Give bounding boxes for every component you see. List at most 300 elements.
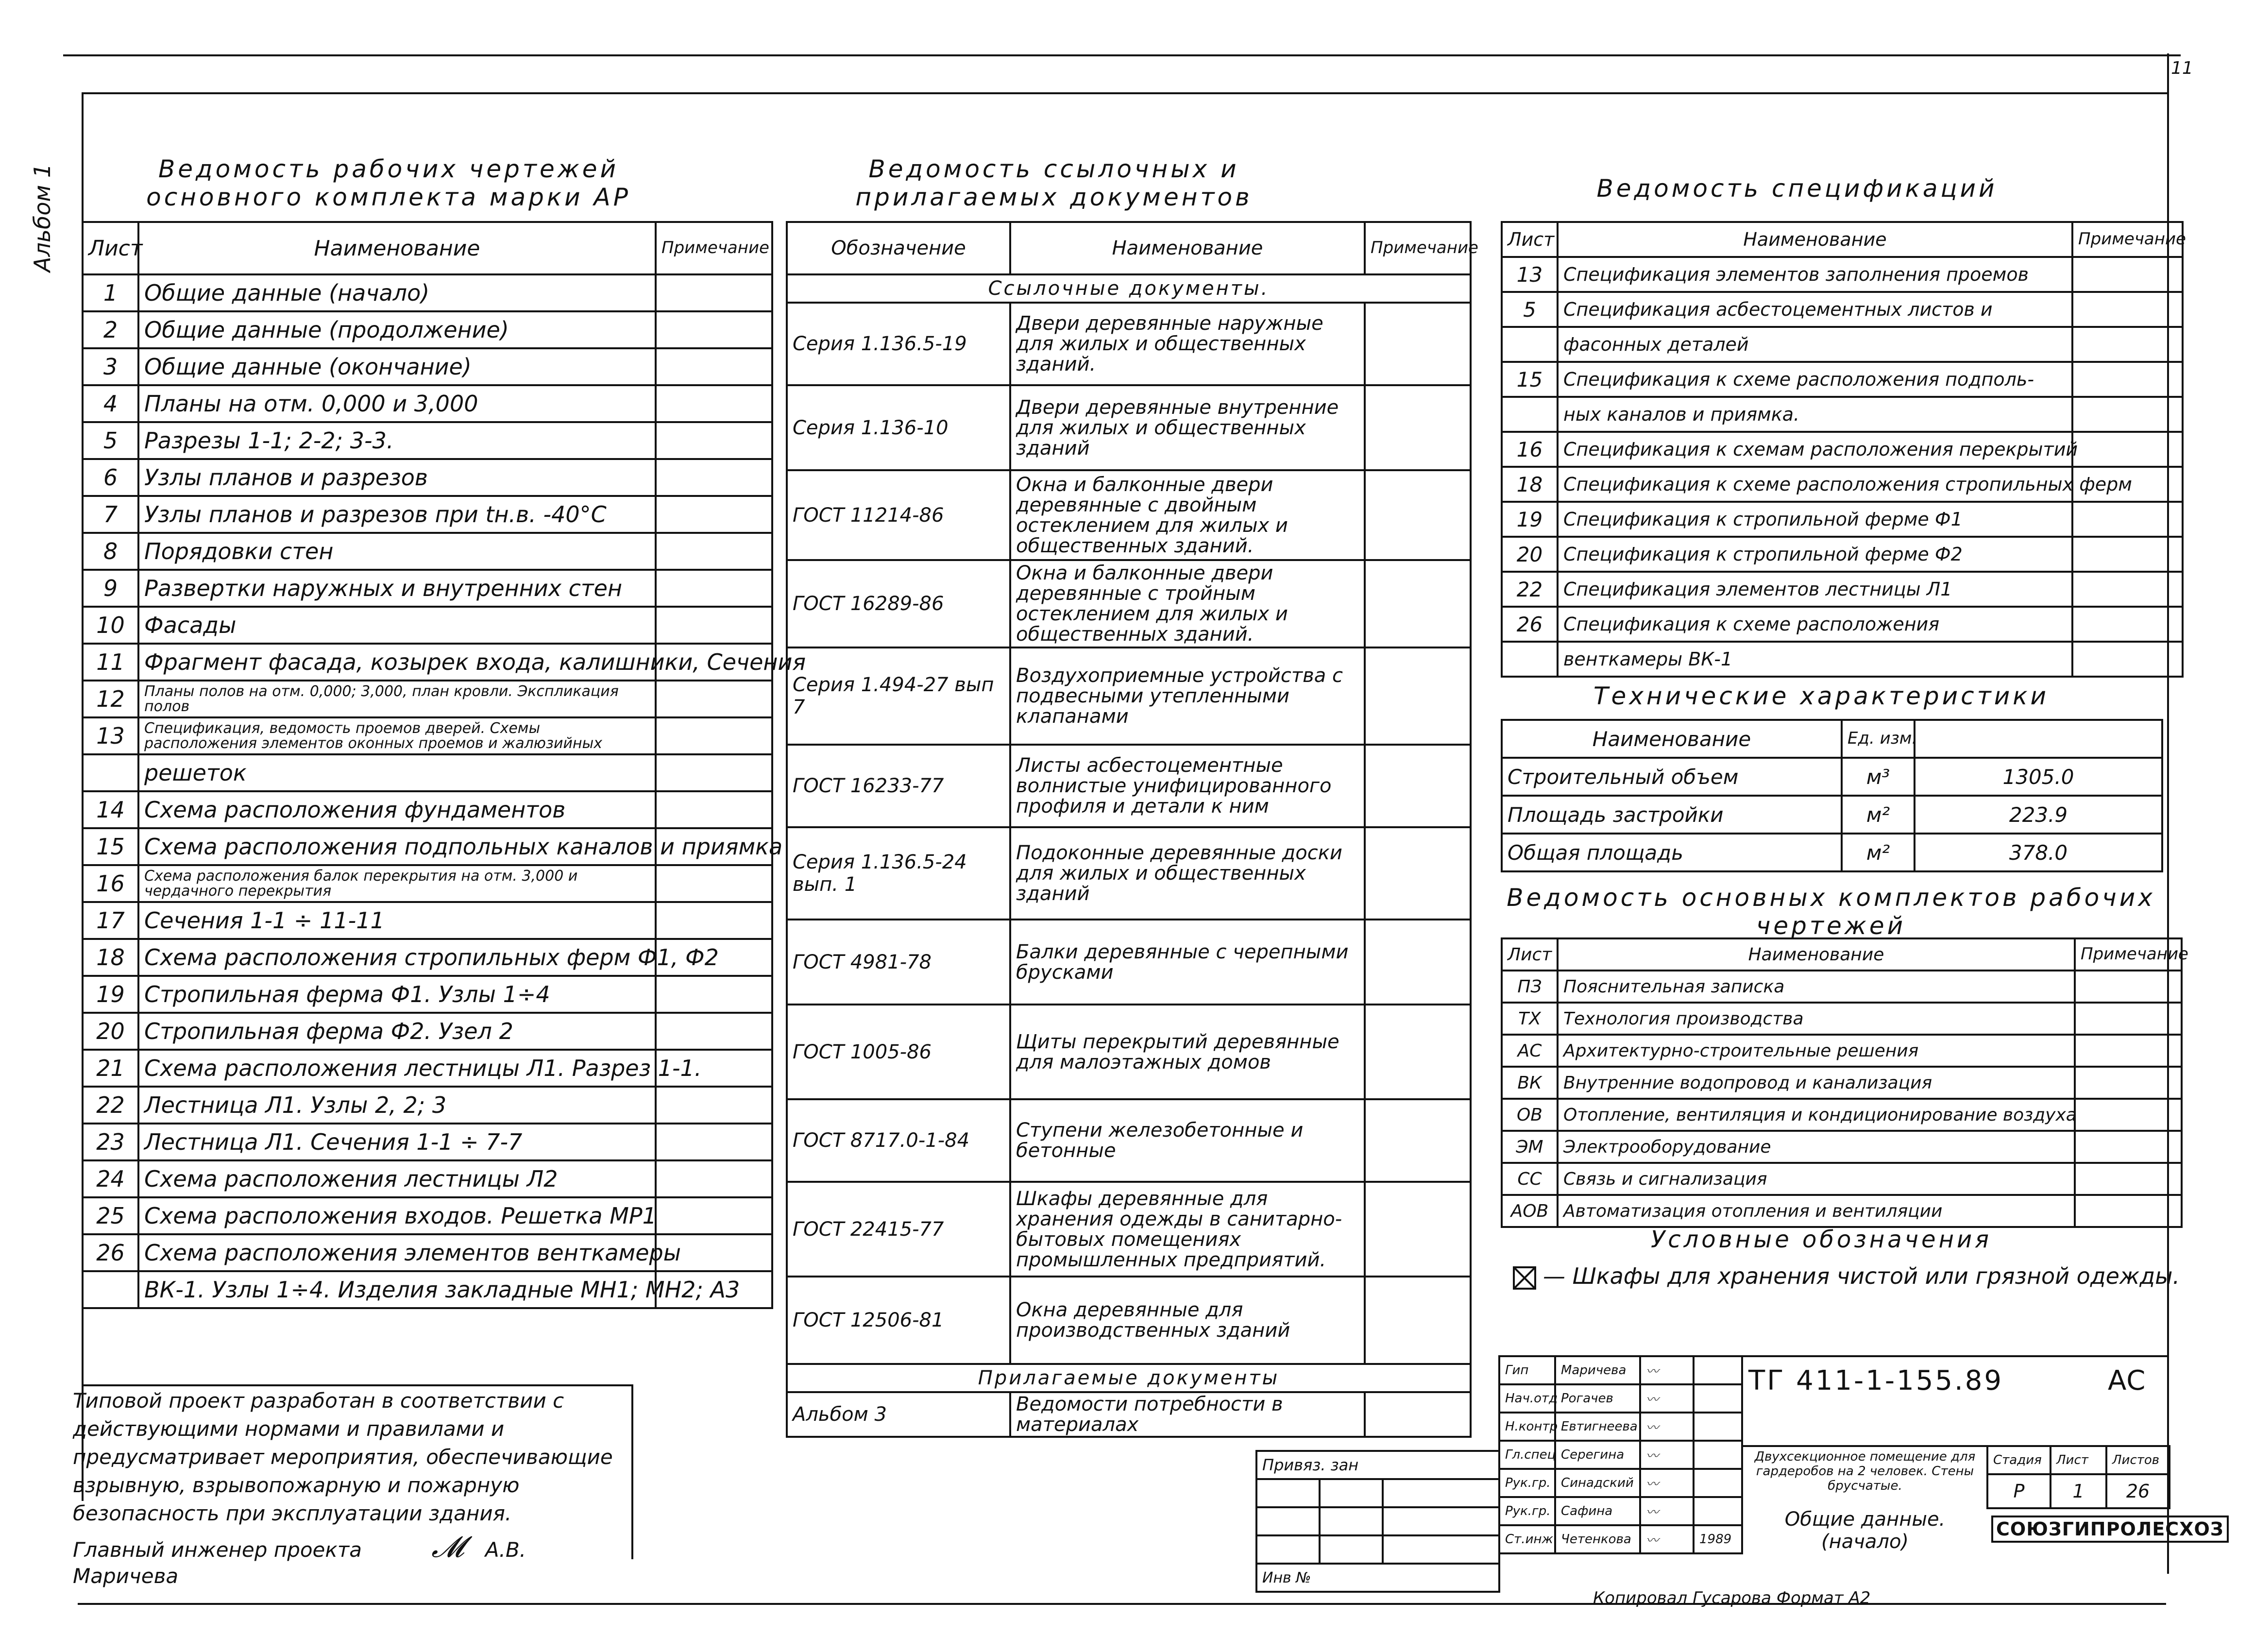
spec-note bbox=[2072, 537, 2183, 572]
sheet-num: 26 bbox=[83, 1234, 138, 1271]
spec-name: ных каналов и приямка. bbox=[1558, 397, 2072, 432]
sheet-note bbox=[656, 1087, 772, 1124]
ref-doc-name: Листы асбестоцементные волнистые унифицированного профиля и детали к ним bbox=[1010, 745, 1365, 827]
set-row bbox=[1502, 1003, 2182, 1035]
sheet-name: Схема расположения входов. Решетка МР1 bbox=[138, 1197, 656, 1234]
header-name: Наименование bbox=[1558, 938, 2075, 971]
set-code: СС bbox=[1502, 1163, 1558, 1195]
header-num: Лист bbox=[1502, 222, 1558, 257]
sheet-name: Планы на отм. 0,000 и 3,000 bbox=[138, 385, 656, 422]
spec-name: Спецификация к схеме расположения стропильных ферм bbox=[1558, 467, 2072, 502]
set-note bbox=[2075, 1163, 2182, 1195]
sheet-name: Стропильная ферма Ф2. Узел 2 bbox=[138, 1013, 656, 1050]
ref-doc-row bbox=[787, 560, 1471, 647]
ref-doc-note bbox=[1365, 745, 1471, 827]
legend-title: Условные обозначения bbox=[1650, 1226, 1992, 1253]
sheet-num: 9 bbox=[83, 570, 138, 607]
legend-text: — Шкафы для хранения чистой или грязной одежды. bbox=[1543, 1263, 2180, 1289]
sheet-row bbox=[83, 717, 772, 754]
stamp-date bbox=[1694, 1384, 1742, 1413]
sheet-num bbox=[83, 754, 138, 791]
spec-row bbox=[1502, 467, 2183, 502]
sheet-name: Развертки наружных и внутренних стен bbox=[138, 570, 656, 607]
tech-name: Площадь застройки bbox=[1502, 796, 1842, 834]
stamp-date bbox=[1694, 1497, 1742, 1525]
sheet-num bbox=[83, 1271, 138, 1308]
sheet-note bbox=[656, 422, 772, 459]
note-top-line bbox=[82, 1384, 633, 1386]
stamp-description: Двухсекционное помещение для гардеробов на 2 человек. Стены брусчатые. bbox=[1754, 1449, 1976, 1493]
sheet-num: 1 bbox=[83, 274, 138, 311]
header-code: Обозначение bbox=[787, 222, 1010, 274]
spec-name: Спецификация асбестоцементных листов и bbox=[1558, 292, 2072, 327]
stamp-date bbox=[1694, 1441, 1742, 1469]
ref-doc-code: Серия 1.136-10 bbox=[787, 385, 1010, 470]
sheet-note bbox=[656, 865, 772, 902]
spec-num: 26 bbox=[1502, 607, 1558, 642]
ref-doc-row bbox=[787, 1099, 1471, 1182]
set-row bbox=[1502, 1099, 2182, 1131]
sets-title: Ведомость основных комплектов рабочих чертежей bbox=[1507, 884, 2155, 940]
stamp-role-row bbox=[1499, 1356, 1742, 1384]
ref-doc-row bbox=[787, 303, 1471, 385]
ref-doc-name: Воздухоприемные устройства с подвесными утепленными клапанами bbox=[1010, 647, 1365, 745]
stamp-signature: 〰 bbox=[1640, 1469, 1694, 1497]
col-sheets: Листов bbox=[2106, 1446, 2169, 1474]
sheet-num: 10 bbox=[83, 607, 138, 644]
tech-row bbox=[1502, 796, 2162, 834]
page-number: 11 bbox=[2171, 58, 2193, 78]
sheet-row bbox=[83, 644, 772, 681]
sheet-name: Планы полов на отм. 0,000; 3,000, план кровли. Экспликация полов bbox=[138, 681, 656, 717]
ref-doc-code: Серия 1.136.5-19 bbox=[787, 303, 1010, 385]
org-stamp: СОЮЗГИПРОЛЕСХОЗ bbox=[1991, 1516, 2229, 1543]
attached-name: Ведомости потребности в материалах bbox=[1010, 1392, 1365, 1437]
ref-doc-name: Ступени железобетонные и бетонные bbox=[1010, 1099, 1365, 1182]
tech-value: 223.9 bbox=[1915, 796, 2162, 834]
sheet-num: 13 bbox=[83, 717, 138, 754]
sheet-name: Общие данные (начало) bbox=[138, 274, 656, 311]
sheet-num: 18 bbox=[83, 939, 138, 976]
header-num: Лист bbox=[83, 222, 138, 274]
ref-doc-note bbox=[1365, 1277, 1471, 1364]
signature-row bbox=[73, 1530, 631, 1588]
header-note: Примечание bbox=[656, 222, 772, 274]
stamp-date bbox=[1694, 1356, 1742, 1384]
header-num: Лист bbox=[1502, 938, 1558, 971]
tech-header bbox=[1502, 720, 2162, 758]
ref-doc-code: ГОСТ 22415-77 bbox=[787, 1182, 1010, 1277]
sheet-row bbox=[83, 1124, 772, 1160]
spec-note bbox=[2072, 257, 2183, 292]
spec-num: 18 bbox=[1502, 467, 1558, 502]
stamp-person: Маричева bbox=[1555, 1356, 1640, 1384]
sheet-num: 12 bbox=[83, 681, 138, 717]
album-label: Альбом 1 bbox=[29, 163, 55, 272]
set-code: АС bbox=[1502, 1035, 1558, 1067]
sheet-num: 20 bbox=[83, 1013, 138, 1050]
spec-row bbox=[1502, 537, 2183, 572]
attached-row bbox=[787, 1392, 1471, 1437]
spec-note bbox=[2072, 607, 2183, 642]
set-name: Архитектурно-строительные решения bbox=[1558, 1035, 2075, 1067]
note-right-line bbox=[631, 1384, 633, 1559]
sheet-name: Фрагмент фасада, козырек входа, калишники, Сечения bbox=[138, 644, 656, 681]
set-row bbox=[1502, 1195, 2182, 1227]
sheet-note bbox=[656, 717, 772, 754]
stamp-role-row bbox=[1499, 1384, 1742, 1413]
tech-table bbox=[1501, 719, 2163, 872]
spec-num bbox=[1502, 397, 1558, 432]
top-border-line bbox=[63, 54, 2181, 56]
ref-doc-name: Двери деревянные наружные для жилых и общественных зданий. bbox=[1010, 303, 1365, 385]
stamp-date bbox=[1694, 1469, 1742, 1497]
bottom-note: Копировал Гусарова Формат А2 bbox=[1593, 1588, 1871, 1608]
stamp-signature: 〰 bbox=[1640, 1413, 1694, 1441]
stamp-person: Четенкова bbox=[1555, 1525, 1640, 1553]
stamp-person: Рогачев bbox=[1555, 1384, 1640, 1413]
legend-item bbox=[1513, 1263, 2180, 1290]
sheet-row bbox=[83, 1271, 772, 1308]
spec-name: Спецификация элементов лестницы Л1 bbox=[1558, 572, 2072, 607]
stamp-signature: 〰 bbox=[1640, 1441, 1694, 1469]
sheet-list-header bbox=[83, 222, 772, 274]
sheet-row bbox=[83, 1050, 772, 1087]
set-name: Связь и сигнализация bbox=[1558, 1163, 2075, 1195]
stamp-role: Рук.гр. bbox=[1499, 1497, 1555, 1525]
set-note bbox=[2075, 1035, 2182, 1067]
spec-row bbox=[1502, 257, 2183, 292]
ref-docs-body bbox=[787, 303, 1471, 1364]
spec-num: 19 bbox=[1502, 502, 1558, 537]
sheet-row bbox=[83, 791, 772, 828]
stamp-sheet-table bbox=[1986, 1445, 2170, 1509]
header-note: Примечание bbox=[2075, 938, 2182, 971]
stamp-roles-table bbox=[1498, 1355, 1743, 1554]
ref-doc-name: Окна и балконные двери деревянные с тройным остеклением для жилых и общественных зданий. bbox=[1010, 560, 1365, 647]
ref-doc-code: ГОСТ 1005-86 bbox=[787, 1005, 1010, 1099]
sheet-row bbox=[83, 828, 772, 865]
sheet-name: Схема расположения подпольных каналов и приямка bbox=[138, 828, 656, 865]
sheet-num: 4 bbox=[83, 385, 138, 422]
header-unit: Ед. изм. bbox=[1842, 720, 1915, 758]
sheet-list-table bbox=[82, 221, 806, 1309]
attached-note bbox=[1365, 1392, 1471, 1437]
stamp-person: Серегина bbox=[1555, 1441, 1640, 1469]
tech-name: Общая площадь bbox=[1502, 834, 1842, 871]
ref-doc-note bbox=[1365, 385, 1471, 470]
spec-note bbox=[2072, 502, 2183, 537]
ref-doc-name: Шкафы деревянные для хранения одежды в санитарно-бытовых помещениях промышленных предприятий. bbox=[1010, 1182, 1365, 1277]
spec-num bbox=[1502, 327, 1558, 362]
stamp-role-row bbox=[1499, 1413, 1742, 1441]
sheet-num: 3 bbox=[83, 348, 138, 385]
set-code: ВК bbox=[1502, 1067, 1558, 1099]
ref-doc-name: Окна и балконные двери деревянные с двойным остеклением для жилых и общественных зданий. bbox=[1010, 470, 1365, 560]
sheet-note bbox=[656, 607, 772, 644]
ref-doc-code: Серия 1.494-27 вып 7 bbox=[787, 647, 1010, 745]
stamp-role: Рук.гр. bbox=[1499, 1469, 1555, 1497]
spec-name: фасонных деталей bbox=[1558, 327, 2072, 362]
sheet-num: 21 bbox=[83, 1050, 138, 1087]
set-note bbox=[2075, 1131, 2182, 1163]
sheet-name: решеток bbox=[138, 754, 656, 791]
ref-doc-note bbox=[1365, 1182, 1471, 1277]
set-row bbox=[1502, 1067, 2182, 1099]
sheet-row bbox=[83, 1160, 772, 1197]
sheet-name: Разрезы 1-1; 2-2; 3-3. bbox=[138, 422, 656, 459]
sheet-row bbox=[83, 533, 772, 570]
stamp-role: Н.контр bbox=[1499, 1413, 1555, 1441]
spec-row bbox=[1502, 397, 2183, 432]
attached-code: Альбом 3 bbox=[787, 1392, 1010, 1437]
spec-note bbox=[2072, 397, 2183, 432]
sheet-row bbox=[83, 681, 772, 717]
tech-name: Строительный объем bbox=[1502, 758, 1842, 796]
set-name: Электрооборудование bbox=[1558, 1131, 2075, 1163]
spec-note bbox=[2072, 572, 2183, 607]
ref-doc-note bbox=[1365, 827, 1471, 920]
sheet-num: 11 bbox=[83, 644, 138, 681]
sheet-num: 23 bbox=[83, 1124, 138, 1160]
set-name: Технология производства bbox=[1558, 1003, 2075, 1035]
sheet-list-body bbox=[83, 274, 806, 1308]
spec-row bbox=[1502, 292, 2183, 327]
spec-note bbox=[2072, 327, 2183, 362]
sets-table bbox=[1501, 937, 2188, 1228]
spec-num: 5 bbox=[1502, 292, 1558, 327]
ref-doc-note bbox=[1365, 560, 1471, 647]
sheet-note bbox=[656, 1124, 772, 1160]
sheet-note bbox=[656, 754, 772, 791]
stamp-person: Сафина bbox=[1555, 1497, 1640, 1525]
sheet-name: Общие данные (продолжение) bbox=[138, 311, 656, 348]
stamp-mark: АС bbox=[2108, 1365, 2146, 1397]
col-stage: Стадия bbox=[1987, 1446, 2051, 1474]
stamp-roles-body bbox=[1499, 1356, 1742, 1553]
spec-num bbox=[1502, 642, 1558, 677]
ref-doc-row bbox=[787, 470, 1471, 560]
sheet-name: Лестница Л1. Узлы 2, 2; 3 bbox=[138, 1087, 656, 1124]
tech-unit: м² bbox=[1842, 796, 1915, 834]
sheet-num: 8 bbox=[83, 533, 138, 570]
sheet-note bbox=[656, 902, 772, 939]
sheet-note bbox=[656, 791, 772, 828]
sheet-row bbox=[83, 570, 772, 607]
ref-doc-name: Подоконные деревянные доски для жилых и общественных зданий bbox=[1010, 827, 1365, 920]
ref-doc-code: ГОСТ 16289-86 bbox=[787, 560, 1010, 647]
stamp-date bbox=[1694, 1413, 1742, 1441]
stamp-role: Ст.инж bbox=[1499, 1525, 1555, 1553]
col-sheet: Лист bbox=[2051, 1446, 2106, 1474]
set-name: Пояснительная записка bbox=[1558, 971, 2075, 1003]
spec-row bbox=[1502, 607, 2183, 642]
ref-doc-row bbox=[787, 1005, 1471, 1099]
sheet-num: 2 bbox=[83, 311, 138, 348]
ref-doc-note bbox=[1365, 920, 1471, 1005]
tech-body bbox=[1502, 758, 2162, 871]
spec-note bbox=[2072, 292, 2183, 327]
privyazka-label: Привяз. зан bbox=[1256, 1451, 1499, 1479]
sheet-num: 25 bbox=[83, 1197, 138, 1234]
stamp-signature: 〰 bbox=[1640, 1384, 1694, 1413]
ref-doc-note bbox=[1365, 470, 1471, 560]
ref-doc-code: ГОСТ 16233-77 bbox=[787, 745, 1010, 827]
sheet-row bbox=[83, 754, 772, 791]
sheet-row bbox=[83, 274, 772, 311]
sheet-note bbox=[656, 385, 772, 422]
spec-row bbox=[1502, 432, 2183, 467]
signature-name: А.В. Маричева bbox=[73, 1538, 526, 1588]
set-code: ЭМ bbox=[1502, 1131, 1558, 1163]
ref-doc-row bbox=[787, 1182, 1471, 1277]
tech-unit: м² bbox=[1842, 834, 1915, 871]
sheet-row bbox=[83, 1013, 772, 1050]
sheet-value: 1 bbox=[2051, 1474, 2106, 1508]
privyazka-table bbox=[1255, 1450, 1500, 1593]
ref-doc-name: Двери деревянные внутренние для жилых и общественных зданий bbox=[1010, 385, 1365, 470]
set-code: АОВ bbox=[1502, 1195, 1558, 1227]
ref-doc-row bbox=[787, 1277, 1471, 1364]
sheet-row bbox=[83, 607, 772, 644]
header-note: Примечание bbox=[1365, 222, 1471, 274]
stamp-sheet-title: Общие данные. (начало) bbox=[1784, 1508, 1946, 1553]
set-note bbox=[2075, 1099, 2182, 1131]
set-note bbox=[2075, 1195, 2182, 1227]
frame-top-line bbox=[82, 92, 2168, 94]
sheet-name: Узлы планов и разрезов при tн.в. -40°С bbox=[138, 496, 656, 533]
sheet-note bbox=[656, 348, 772, 385]
ref-docs-header bbox=[787, 222, 1471, 274]
sheet-name: Сечения 1-1 ÷ 11-11 bbox=[138, 902, 656, 939]
sheet-num: 17 bbox=[83, 902, 138, 939]
spec-note bbox=[2072, 362, 2183, 397]
set-name: Отопление, вентиляция и кондиционирование воздуха bbox=[1558, 1099, 2075, 1131]
sheet-name: Лестница Л1. Сечения 1-1 ÷ 7-7 bbox=[138, 1124, 656, 1160]
header-name: Наименование bbox=[138, 222, 656, 274]
spec-num: 22 bbox=[1502, 572, 1558, 607]
stamp-signature: 〰 bbox=[1640, 1356, 1694, 1384]
set-row bbox=[1502, 1035, 2182, 1067]
section-attached: Прилагаемые документы bbox=[787, 1364, 1471, 1392]
set-note bbox=[2075, 971, 2182, 1003]
spec-name: Спецификация к схемам расположения перекрытий bbox=[1558, 432, 2072, 467]
sheet-name: Узлы планов и разрезов bbox=[138, 459, 656, 496]
ref-doc-code: ГОСТ 8717.0-1-84 bbox=[787, 1099, 1010, 1182]
section-referenced: Ссылочные документы. bbox=[787, 274, 1471, 303]
stamp-person: Синадский bbox=[1555, 1469, 1640, 1497]
sheet-num: 14 bbox=[83, 791, 138, 828]
sheet-num: 7 bbox=[83, 496, 138, 533]
stamp-code: ТГ 411-1-155.89 bbox=[1748, 1365, 2004, 1397]
sheet-note bbox=[656, 1197, 772, 1234]
ref-doc-code: ГОСТ 11214-86 bbox=[787, 470, 1010, 560]
spec-note bbox=[2072, 642, 2183, 677]
tech-row bbox=[1502, 758, 2162, 796]
sheet-num: 24 bbox=[83, 1160, 138, 1197]
spec-num: 15 bbox=[1502, 362, 1558, 397]
spec-row bbox=[1502, 362, 2183, 397]
ref-docs-table bbox=[786, 221, 1478, 1438]
spec-name: Спецификация к схеме расположения подполь- bbox=[1558, 362, 2072, 397]
stamp-role-row bbox=[1499, 1469, 1742, 1497]
spec-row bbox=[1502, 572, 2183, 607]
sheet-name: Схема расположения лестницы Л2 bbox=[138, 1160, 656, 1197]
sheet-note bbox=[656, 496, 772, 533]
sheet-note bbox=[656, 274, 772, 311]
spec-row bbox=[1502, 502, 2183, 537]
spec-row bbox=[1502, 327, 2183, 362]
header-name: Наименование bbox=[1558, 222, 2072, 257]
sheet-note bbox=[656, 976, 772, 1013]
sheet-list-title: Ведомость рабочих чертежей основного комплекта марки АР bbox=[146, 155, 631, 211]
sheet-row bbox=[83, 311, 772, 348]
signature-mark-icon: 𝓜 bbox=[431, 1530, 464, 1564]
sets-header bbox=[1502, 938, 2182, 971]
sheet-num: 6 bbox=[83, 459, 138, 496]
ref-doc-code: Серия 1.136.5-24 вып. 1 bbox=[787, 827, 1010, 920]
set-row bbox=[1502, 1163, 2182, 1195]
spec-num: 20 bbox=[1502, 537, 1558, 572]
sheet-note bbox=[656, 681, 772, 717]
sheet-note bbox=[656, 570, 772, 607]
sheet-note bbox=[656, 1160, 772, 1197]
ref-doc-name: Балки деревянные с черепными брусками bbox=[1010, 920, 1365, 1005]
tech-unit: м³ bbox=[1842, 758, 1915, 796]
sheet-name: Схема расположения балок перекрытия на отм. 3,000 и чердачного перекрытия bbox=[138, 865, 656, 902]
sheet-name: Спецификация, ведомость проемов дверей. Схемы расположения элементов оконных проемов и жалюзийных bbox=[138, 717, 656, 754]
tech-value: 378.0 bbox=[1915, 834, 2162, 871]
tech-title: Технические характеристики bbox=[1593, 682, 2049, 710]
stamp-role: Нач.отд bbox=[1499, 1384, 1555, 1413]
sheets-value: 26 bbox=[2106, 1474, 2169, 1508]
stamp-role-row bbox=[1499, 1497, 1742, 1525]
spec-list-title: Ведомость спецификаций bbox=[1596, 174, 1998, 203]
sheet-note bbox=[656, 1013, 772, 1050]
sheet-row bbox=[83, 422, 772, 459]
inventory-label: Инв № bbox=[1256, 1564, 1499, 1592]
spec-name: Спецификация к стропильной ферме Ф2 bbox=[1558, 537, 2072, 572]
ref-doc-note bbox=[1365, 303, 1471, 385]
signature-role: Главный инженер проекта bbox=[73, 1538, 362, 1562]
sheet-name: Фасады bbox=[138, 607, 656, 644]
sheet-row bbox=[83, 459, 772, 496]
sheet-name: Общие данные (окончание) bbox=[138, 348, 656, 385]
stamp-person: Евтигнеева bbox=[1555, 1413, 1640, 1441]
set-code: ТХ bbox=[1502, 1003, 1558, 1035]
spec-name: Спецификация элементов заполнения проемов bbox=[1558, 257, 2072, 292]
ref-doc-row bbox=[787, 920, 1471, 1005]
stamp-role-row bbox=[1499, 1441, 1742, 1469]
general-note: Типовой проект разработан в соответствии с действующими нормами и правилами и предусматривает мероприятия, обеспечивающие взрывную, взрывопожарную и пожарную безопасность при эксплуатации здания. bbox=[73, 1389, 613, 1525]
sheet-num: 19 bbox=[83, 976, 138, 1013]
sheet-row bbox=[83, 976, 772, 1013]
spec-row bbox=[1502, 642, 2183, 677]
ref-doc-code: ГОСТ 12506-81 bbox=[787, 1277, 1010, 1364]
sheet-row bbox=[83, 1197, 772, 1234]
sheet-num: 5 bbox=[83, 422, 138, 459]
ref-doc-row bbox=[787, 385, 1471, 470]
sheet-row bbox=[83, 496, 772, 533]
ref-doc-name: Щиты перекрытий деревянные для малоэтажных домов bbox=[1010, 1005, 1365, 1099]
header-value bbox=[1915, 720, 2162, 758]
set-code: ПЗ bbox=[1502, 971, 1558, 1003]
stamp-signature: 〰 bbox=[1640, 1525, 1694, 1553]
sheet-note bbox=[656, 459, 772, 496]
stamp-signature: 〰 bbox=[1640, 1497, 1694, 1525]
ref-doc-note bbox=[1365, 1005, 1471, 1099]
ref-doc-row bbox=[787, 827, 1471, 920]
